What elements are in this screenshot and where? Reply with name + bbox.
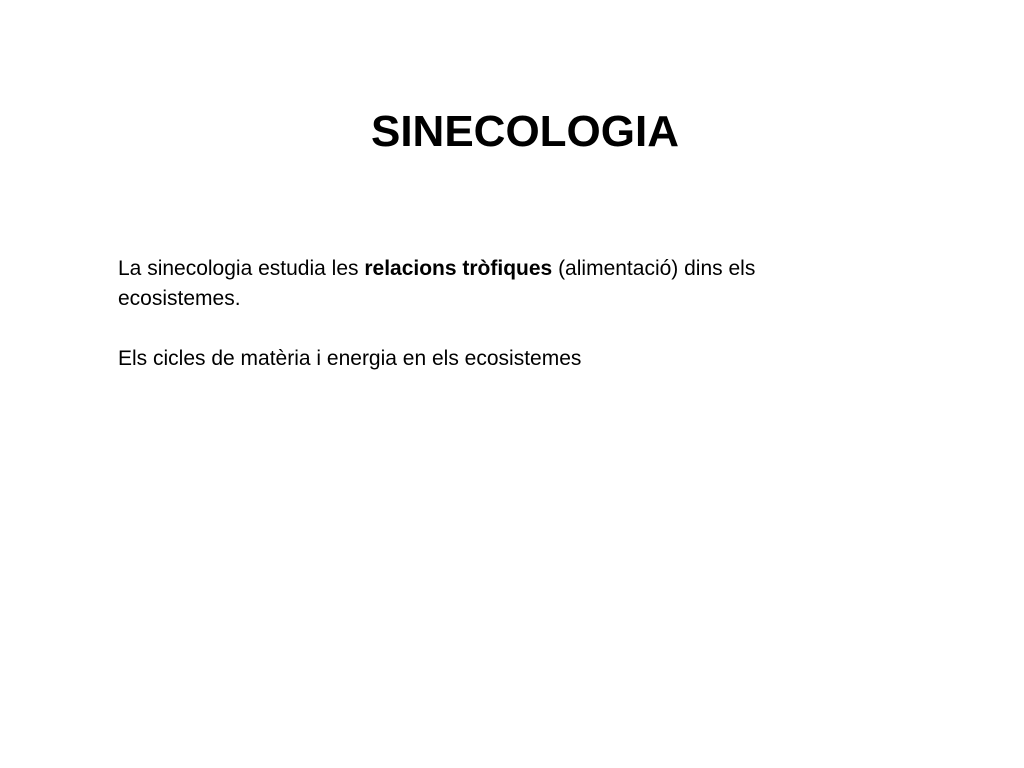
paragraph-bold-term: relacions tròfiques [364,257,553,280]
slide-body [118,254,838,404]
paragraph-text-end: (alimentació) dins els ecosistemes. [118,257,756,310]
paragraph-cycles: Els cicles de matèria i energia en els ecosistemes [118,347,582,370]
slide-title: SINECOLOGIA [370,107,680,156]
paragraph-text-start: La sinecologia estudia les [118,257,365,280]
paragraph-trophic-relations [118,254,838,314]
